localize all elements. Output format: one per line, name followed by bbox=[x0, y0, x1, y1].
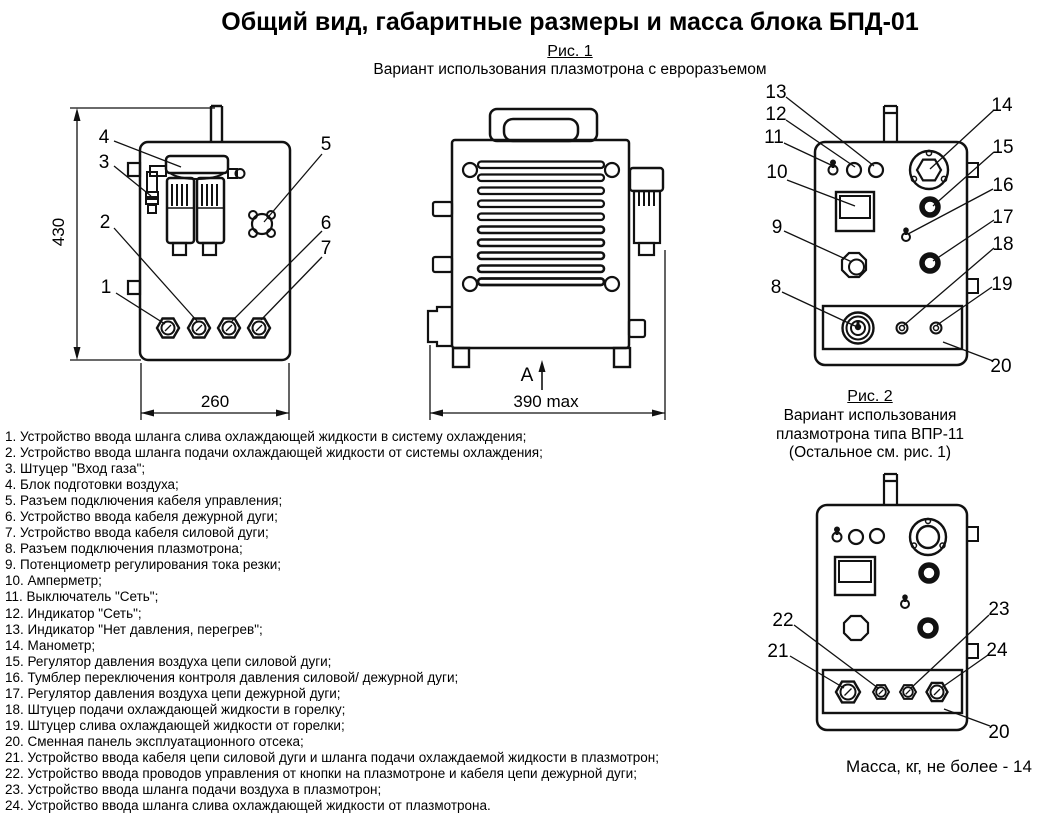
callout-3: 3 bbox=[98, 152, 110, 173]
legend-item: 21. Устройство ввода кабеля цепи силовой дуги и шланга подачи охлаждаемой жидкости в плазмотрон; bbox=[5, 749, 659, 765]
hex-gland-7 bbox=[248, 319, 270, 338]
side-tab bbox=[967, 527, 978, 541]
callout-24: 24 bbox=[986, 640, 1008, 661]
legend-item: 17. Регулятор давления воздуха цепи дежурной дуги; bbox=[5, 685, 341, 701]
air-preparation-unit bbox=[146, 156, 245, 255]
legend-item: 14. Манометр; bbox=[5, 637, 96, 653]
gas-inlet-fitting bbox=[146, 192, 158, 213]
page-title: Общий вид, габаритные размеры и масса блока БПД-01 bbox=[221, 8, 919, 36]
side-tab bbox=[128, 281, 140, 294]
legend-item: 9. Потенциометр регулирования тока резки; bbox=[5, 557, 282, 573]
callout-7: 7 bbox=[320, 238, 332, 259]
legend-item: 2. Устройство ввода шланга подачи охлаждающей жидкости от системы охлаждения; bbox=[5, 445, 543, 461]
pressure-gauge bbox=[910, 150, 948, 189]
legend-item: 24. Устройство ввода шланга слива охлаждающей жидкости от плазмотрона. bbox=[5, 798, 491, 814]
fig2-subtitle-line: плазмотрона типа ВПР-11 bbox=[776, 425, 964, 443]
pressure-fault-indicator bbox=[869, 163, 883, 177]
legend-item: 20. Сменная панель эксплуатационного отсека; bbox=[5, 733, 304, 749]
power-indicator bbox=[849, 530, 863, 544]
fig1-caption: Рис. 1 bbox=[547, 43, 593, 60]
legend-item: 5. Разъем подключения кабеля управления; bbox=[5, 493, 283, 509]
callout-22: 22 bbox=[772, 610, 794, 631]
callout-6: 6 bbox=[320, 213, 332, 234]
legend-item: 15. Регулятор давления воздуха цепи силовой дуги; bbox=[5, 653, 332, 669]
width-dimension bbox=[141, 363, 289, 420]
fig2-caption: Рис. 2 bbox=[847, 388, 893, 405]
legend-item: 1. Устройство ввода шланга слива охлаждающей жидкости в систему охлаждения; bbox=[5, 429, 527, 444]
callout-13: 13 bbox=[765, 82, 787, 103]
ammeter bbox=[836, 192, 874, 231]
fig2-subtitle-line: (Остальное см. рис. 1) bbox=[788, 444, 952, 461]
legend-item: 22. Устройство ввода проводов управления от кнопки на плазмотроне и кабеля цепи дежурной дуги; bbox=[5, 765, 637, 781]
side-stub bbox=[433, 202, 452, 216]
removable-panel bbox=[823, 670, 962, 713]
side-stub bbox=[433, 257, 452, 272]
callout-15: 15 bbox=[992, 137, 1014, 158]
legend-item: 6. Устройство ввода кабеля дежурной дуги; bbox=[5, 509, 278, 525]
side-filter-unit bbox=[630, 168, 663, 255]
width-dim-label: 260 bbox=[200, 392, 230, 411]
foot bbox=[453, 348, 469, 367]
view-label-A: A bbox=[520, 365, 534, 386]
hex-gland-22 bbox=[873, 685, 889, 699]
pressure-fault-indicator bbox=[870, 529, 884, 543]
callout-5: 5 bbox=[320, 134, 332, 155]
pilot-arc-air-regulator bbox=[922, 255, 938, 271]
control-cable-connector bbox=[249, 211, 275, 237]
fig1-front-view bbox=[49, 106, 331, 420]
legend-item: 18. Штуцер подачи охлаждающей жидкости в горелку; bbox=[5, 701, 346, 717]
current-potentiometer bbox=[844, 616, 868, 640]
fig1-panel-view bbox=[764, 82, 1013, 377]
legend-item: 19. Штуцер слива охлаждающей жидкости от горелки; bbox=[5, 717, 345, 733]
callout-4: 4 bbox=[98, 127, 110, 148]
power-arc-air-regulator bbox=[922, 199, 938, 215]
hex-gland-2 bbox=[188, 319, 210, 338]
side-tab bbox=[967, 644, 978, 658]
legend-item: 12. Индикатор "Сеть"; bbox=[5, 605, 142, 621]
fig2-subtitle bbox=[750, 407, 990, 463]
callout-16: 16 bbox=[992, 175, 1014, 196]
legend-item: 10. Амперметр; bbox=[5, 573, 102, 589]
callout-2: 2 bbox=[99, 212, 111, 233]
legend-item: 23. Устройство ввода шланга подачи воздуха в плазмотрон; bbox=[5, 782, 382, 798]
hex-gland-6 bbox=[218, 319, 240, 338]
side-bump bbox=[629, 320, 645, 337]
parts-legend bbox=[5, 429, 765, 814]
legend-item: 11. Выключатель "Сеть"; bbox=[5, 589, 159, 605]
callout-11: 11 bbox=[764, 127, 784, 148]
legend-item: 8. Разъем подключения плазмотрона; bbox=[5, 541, 243, 557]
side-tab bbox=[967, 279, 978, 293]
legend-item: 7. Устройство ввода кабеля силовой дуги; bbox=[5, 525, 269, 541]
view-direction-marker bbox=[521, 360, 546, 390]
mass-note: Масса, кг, не более - 14 bbox=[846, 757, 1032, 776]
pressure-gauge bbox=[910, 519, 946, 556]
legend-item: 13. Индикатор "Нет давления, перегрев"; bbox=[5, 621, 263, 637]
ventilation-grille bbox=[478, 162, 604, 286]
power-arc-air-regulator bbox=[921, 565, 937, 581]
callout-12: 12 bbox=[765, 104, 787, 125]
fig2-subtitle-line: Вариант использования bbox=[783, 407, 957, 424]
callout-10: 10 bbox=[766, 162, 788, 183]
legend-item: 3. Штуцер "Вход газа"; bbox=[5, 461, 146, 477]
callout-14: 14 bbox=[991, 95, 1013, 116]
callout-8: 8 bbox=[770, 277, 782, 298]
plasmatron-connector bbox=[843, 313, 874, 344]
top-pipe bbox=[211, 106, 222, 142]
hex-gland-23 bbox=[900, 685, 916, 699]
callout-19: 19 bbox=[991, 274, 1013, 295]
pressure-select-toggle bbox=[901, 594, 909, 608]
depth-dim-label: 390 max bbox=[513, 392, 579, 411]
power-switch bbox=[829, 160, 838, 175]
coolant-return-fitting bbox=[931, 323, 942, 334]
callout-21: 21 bbox=[767, 641, 789, 662]
fig1-side-view bbox=[428, 109, 665, 420]
fig2-panel-view bbox=[767, 474, 1009, 743]
top-pipe bbox=[884, 106, 897, 142]
side-connector bbox=[428, 307, 452, 346]
pilot-arc-air-regulator bbox=[920, 620, 936, 636]
legend-item: 16. Тумблер переключения контроля давления силовой/ дежурной дуги; bbox=[5, 669, 459, 685]
fig1-subtitle: Вариант использования плазмотрона с евроразъемом bbox=[373, 61, 767, 78]
callout-9: 9 bbox=[771, 217, 783, 238]
height-dim-label: 430 bbox=[49, 217, 68, 247]
top-pipe bbox=[884, 474, 897, 505]
power-indicator bbox=[847, 163, 861, 177]
legend-item: 4. Блок подготовки воздуха; bbox=[5, 477, 179, 493]
callout-23: 23 bbox=[988, 599, 1010, 620]
side-tab bbox=[128, 163, 140, 176]
power-switch bbox=[833, 527, 842, 542]
foot bbox=[614, 348, 630, 367]
callout-18: 18 bbox=[992, 234, 1014, 255]
callout-1: 1 bbox=[100, 277, 112, 298]
callout-20: 20 bbox=[990, 356, 1012, 377]
callout-20b: 20 bbox=[988, 722, 1010, 743]
callout-17: 17 bbox=[992, 207, 1014, 228]
carry-handle bbox=[490, 109, 597, 141]
current-potentiometer bbox=[842, 253, 866, 277]
ammeter bbox=[835, 557, 875, 595]
